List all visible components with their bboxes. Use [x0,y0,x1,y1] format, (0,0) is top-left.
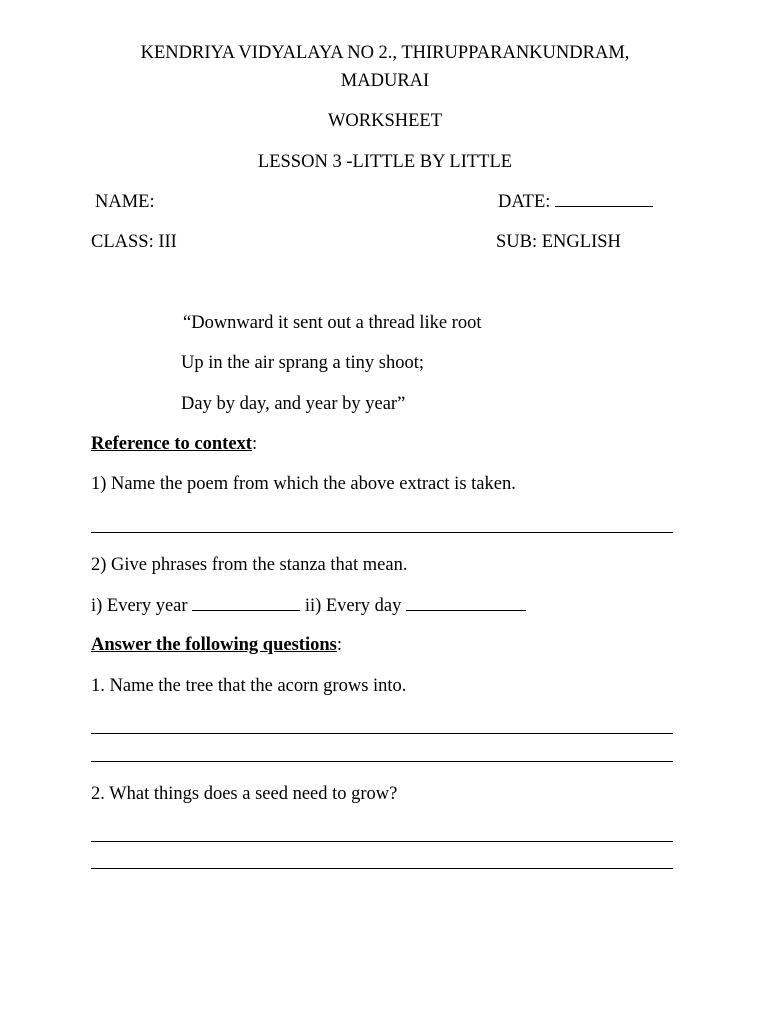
question-2-reference: 2) Give phrases from the stanza that mean. [91,555,408,575]
section-heading-reference [91,435,257,454]
name-label: NAME: [95,192,155,212]
subject-label: SUB: ENGLISH [496,232,621,252]
question-1-answer: 1. Name the tree that the acorn grows into. [91,676,407,696]
answer-heading-text: Answer the following questions [91,635,337,655]
school-name-line1: KENDRIYA VIDYALAYA NO 2., THIRUPPARANKUNDRAM, [140,43,630,63]
answer-line-a1-2[interactable] [91,761,673,762]
class-label: CLASS: III [91,232,177,252]
date-blank[interactable] [555,205,653,207]
question-2-parts [91,597,526,616]
reference-heading-text: Reference to context [91,434,252,454]
section-heading-answer [91,636,342,655]
answer-line-a2-1[interactable] [91,841,673,842]
extract-line-3: Day by day, and year by year” [181,394,406,414]
date-label: DATE: [498,192,551,212]
question-1-reference: 1) Name the poem from which the above extract is taken. [91,474,516,494]
answer-line-a1-1[interactable] [91,733,673,734]
part-ii-label: ii) Every day [304,596,402,616]
part-ii-blank[interactable] [406,609,526,611]
document-type-heading: WORKSHEET [327,111,443,131]
answer-line-q1[interactable] [91,532,673,533]
part-i-blank[interactable] [192,609,300,611]
part-i-label: i) Every year [91,596,188,616]
question-2-answer: 2. What things does a seed need to grow? [91,784,398,804]
extract-line-2: Up in the air sprang a tiny shoot; [181,353,425,373]
heading-colon: : [336,635,342,655]
date-field [498,193,653,212]
school-name-line2: MADURAI [340,71,430,91]
lesson-title: LESSON 3 -LITTLE BY LITTLE [257,152,513,172]
answer-line-a2-2[interactable] [91,868,673,869]
heading-colon: : [251,434,258,454]
extract-line-1: “Downward it sent out a thread like root [183,313,482,333]
